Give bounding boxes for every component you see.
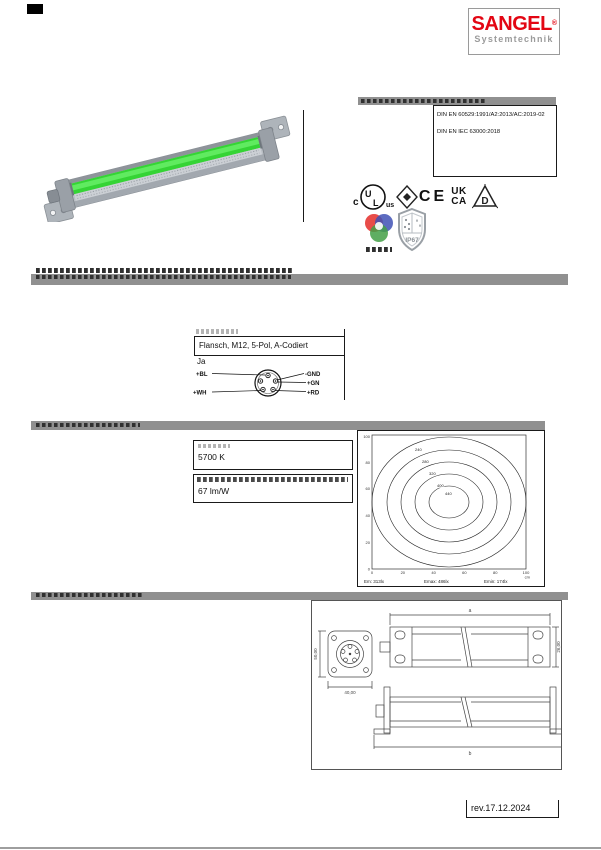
x-tick: 20: [400, 570, 406, 575]
illegible-text: [36, 593, 144, 597]
dim-width: 40,00: [344, 690, 356, 695]
ce-text: CE: [418, 188, 448, 205]
dim-length-b: b: [468, 751, 472, 757]
y-tick: 60: [365, 486, 370, 491]
led-lightbar-image: [31, 110, 303, 222]
connector-type-box: [194, 336, 345, 356]
registered-mark: ®: [551, 20, 557, 27]
illegible-label: [197, 477, 348, 482]
ul-c-text: c: [353, 197, 359, 208]
brand-name-text: SANGEL: [471, 13, 552, 35]
x-tick: 60: [462, 570, 467, 575]
x-tick: 0: [370, 570, 374, 575]
ul-us-text: us: [386, 202, 395, 209]
table-border: [344, 329, 345, 400]
pin-label-bl: +BL: [196, 372, 208, 378]
contour-label: 280: [422, 459, 429, 464]
standards-box: [433, 105, 557, 177]
dim-height: 50,00: [313, 648, 318, 660]
illegible-text: [36, 275, 291, 279]
standards-section-bar: [358, 97, 556, 105]
illegible-text: [366, 247, 392, 252]
product-photo: [31, 110, 303, 222]
page-bottom-rule: [0, 847, 601, 849]
stat-emin: Emin: 174lx: [484, 579, 508, 584]
x-tick: 40: [431, 570, 436, 575]
y-tick: 100: [363, 434, 370, 439]
triangle-d-icon: [472, 184, 498, 210]
technical-drawing: [311, 600, 562, 770]
ukca-uk-text: UK: [451, 186, 467, 197]
stat-em: Em: 313lx: [364, 579, 385, 584]
x-tick: 80: [492, 570, 498, 575]
illegible-text: [36, 268, 294, 273]
contour-label: 240: [415, 447, 422, 452]
brand-subtitle: Systemtechnik: [474, 34, 554, 44]
pinout-diagram: [192, 366, 346, 400]
brand-name: [469, 14, 559, 34]
protection-class-diamond-icon: [396, 185, 418, 209]
illegible-label: [198, 444, 230, 448]
section-bar: [31, 274, 568, 285]
section-bar: [31, 592, 568, 600]
standard-din-en-iec-63000: DIN EN IEC 63000:2018: [437, 129, 501, 135]
ul-u-text: U: [365, 189, 372, 199]
ukca-mark-icon: [447, 185, 471, 209]
top-view: [380, 608, 561, 667]
color-temperature-box: [193, 440, 353, 470]
ip67-shield-icon: [397, 207, 427, 252]
illegible-text: [36, 423, 140, 427]
stat-emax: Emax: 486lx: [424, 579, 449, 584]
axis-unit: cm: [524, 574, 530, 580]
ul-l-text: L: [373, 198, 379, 208]
pin-label-gnd: -GND: [305, 372, 321, 378]
y-tick: 40: [365, 513, 370, 518]
black-mark: [27, 4, 43, 14]
pin-label-gn: +GN: [307, 381, 320, 387]
luminous-efficacy-box: [193, 474, 353, 503]
contour-label: 320: [429, 471, 436, 476]
y-tick: 20: [365, 540, 370, 545]
pin-label-wh: +WH: [193, 390, 207, 397]
contour-label: 440: [445, 491, 452, 496]
dim-depth: 26,00: [556, 641, 561, 653]
revision-text: rev.17.12.2024: [471, 803, 531, 813]
table-border: [303, 110, 304, 222]
ukca-ca-text: CA: [451, 196, 467, 207]
pin-label-rd: +RD: [307, 390, 320, 397]
contour-label: 400: [437, 483, 444, 488]
color-temperature-value: 5700 K: [198, 452, 225, 462]
x-tick: 100: [522, 570, 530, 575]
illegible-label: [196, 329, 238, 334]
ip67-text: IP67: [405, 237, 419, 244]
dim-length-a: a: [468, 608, 472, 614]
y-tick: 0: [367, 566, 370, 572]
side-view: [374, 687, 561, 757]
brand-logo: [468, 8, 560, 55]
illegible-text: [361, 99, 486, 103]
cul-us-icon: [352, 183, 396, 211]
luminous-efficacy-value: 67 lm/W: [198, 486, 230, 496]
m12-connector-stub: [47, 189, 61, 203]
section-bar: [31, 421, 545, 430]
standard-din-en-60529: DIN EN 60529:1991/A2:2013/AC:2019-02: [437, 112, 545, 118]
connector-type-value: Flansch, M12, 5-Pol, A-Codiert: [199, 341, 308, 350]
y-tick: 80: [365, 460, 370, 465]
yes-value: Ja: [197, 357, 206, 366]
revision-box: [466, 800, 559, 818]
isolux-diagram: [357, 430, 545, 587]
rgb-color-icon: [362, 212, 396, 246]
end-view: [313, 631, 372, 695]
triangle-d-text: D: [481, 196, 489, 207]
ce-mark-icon: [419, 187, 447, 207]
